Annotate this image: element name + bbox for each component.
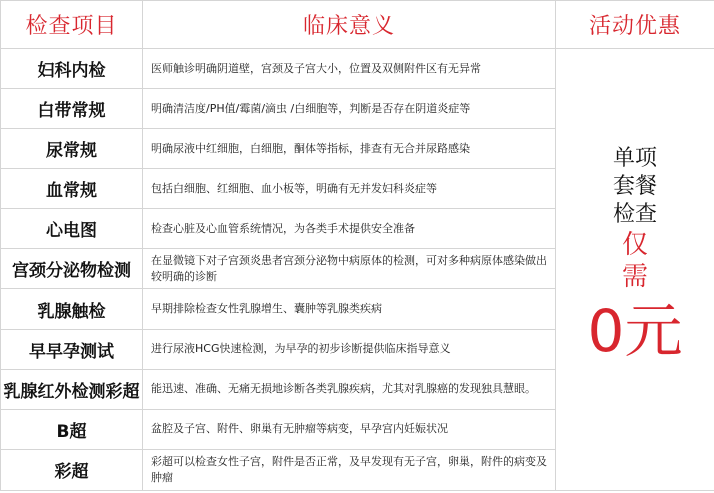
exam-meaning: 能迅速、准确、无痛无损地诊断各类乳腺疾病，尤其对乳腺癌的发现独具慧眼。 [143, 369, 556, 409]
exam-meaning: 医师触诊明确阴道壁，宫颈及子宫大小，位置及双侧附件区有无异常 [143, 49, 556, 89]
exam-item: 尿常规 [1, 129, 143, 169]
exam-item: 宫颈分泌物检测 [1, 249, 143, 289]
promo-block [556, 145, 714, 363]
header-meaning: 临床意义 [143, 1, 556, 49]
exam-item: 乳腺红外检测彩超 [1, 369, 143, 409]
header-promo: 活动优惠 [556, 1, 714, 49]
promo-price: 0元 [587, 297, 683, 365]
exam-item: 乳腺触检 [1, 289, 143, 329]
exam-meaning: 盆腔及子宫、附件、卵巢有无肿瘤等病变，早孕宫内妊娠状况 [143, 409, 556, 449]
exam-meaning: 彩超可以检查女性子宫，附件是否正常，及早发现有无子宫，卵巢，附件的病变及肿瘤 [143, 449, 556, 490]
table-header-row [1, 1, 714, 49]
exam-item: 早早孕测试 [1, 329, 143, 369]
exam-item: 妇科内检 [1, 49, 143, 89]
exam-item: 心电图 [1, 209, 143, 249]
exam-item: 血常规 [1, 169, 143, 209]
exam-meaning: 包括白细胞、红细胞、血小板等，明确有无并发妇科炎症等 [143, 169, 556, 209]
table-row [1, 49, 714, 89]
promo-line-single: 单项 [612, 146, 657, 171]
exam-meaning: 明确尿液中红细胞，白细胞，酮体等指标，排查有无合并尿路感染 [143, 129, 556, 169]
exam-meaning: 明确清洁度/PH值/霉菌/滴虫 /白细胞等，判断是否存在阴道炎症等 [143, 89, 556, 129]
exam-item: B超 [1, 409, 143, 449]
promo-cell [556, 49, 714, 491]
promo-line-only: 仅 [621, 230, 648, 260]
promo-line-exam: 检查 [612, 202, 657, 227]
exam-meaning: 检查心脏及心血管系统情况，为各类手术提供安全准备 [143, 209, 556, 249]
exam-item: 彩超 [1, 449, 143, 490]
exam-meaning: 在显微镜下对子宫颈炎患者宫颈分泌物中病原体的检测，可对多种病原体感染做出较明确的诊断 [143, 249, 556, 289]
exam-item: 白带常规 [1, 89, 143, 129]
header-item: 检查项目 [1, 1, 143, 49]
promo-line-need: 需 [621, 262, 648, 292]
exam-meaning: 进行尿液HCG快速检测，为早孕的初步诊断提供临床指导意义 [143, 329, 556, 369]
promo-line-package: 套餐 [612, 174, 657, 199]
exam-meaning: 早期排除检查女性乳腺增生、囊肿等乳腺类疾病 [143, 289, 556, 329]
